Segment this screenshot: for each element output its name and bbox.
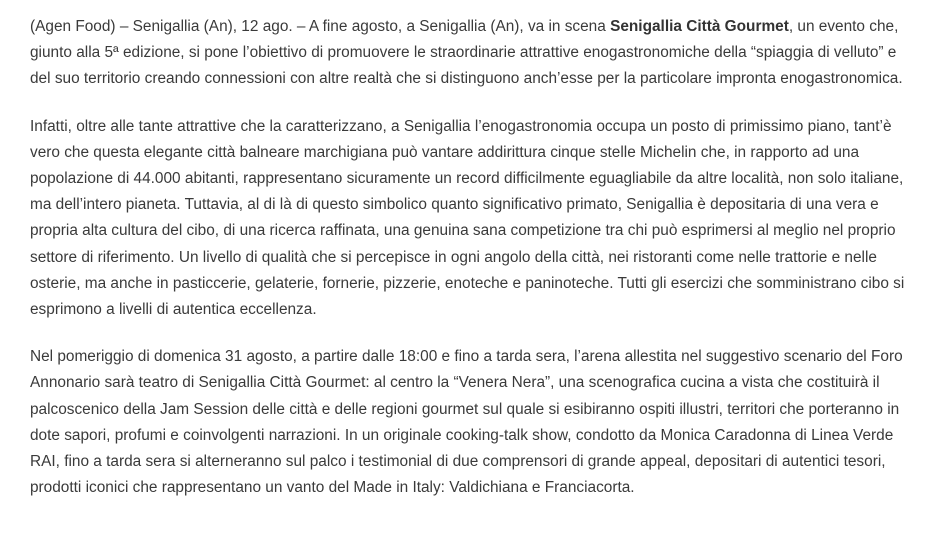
intro-text-lead: (Agen Food) – Senigallia (An), 12 ago. – A fine agosto, a Senigallia (An), va in scena	[30, 18, 611, 35]
event-name-bold: Senigallia Città Gourmet	[610, 18, 789, 35]
article-paragraph-intro	[30, 14, 910, 93]
article-paragraph-event-details: Nel pomeriggio di domenica 31 agosto, a partire dalle 18:00 e fino a tarda sera, l’arena allestita nel suggestivo scenario del Foro Annonario sarà teatro di Senigallia Città Gourmet: al centro la “Venera Nera”, una scenografica cucina a vista che costituirà il palcoscenico della Jam Session delle città e delle regioni gourmet sul quale si esibiranno ospiti illustri, territori che porteranno in dote sapori, profumi e coinvolgenti narrazioni. In un originale cooking-talk show, condotto da Monica Caradonna di Linea Verde RAI, fino a tarda sera si alterneranno sul palco i testimonial di due comprensori di grande appeal, depositari di autentici tesori, prodotti iconici che rappresentano un vanto del Made in Italy: Valdichiana e Franciacorta.	[30, 348, 903, 497]
article-paragraph-gastronomy: Infatti, oltre alle tante attrattive che la caratterizzano, a Senigallia l’enogastronomia occupa un posto di primissimo piano, tant’è vero che questa elegante città balneare marchigiana può vantare addirittura cinque stelle Michelin che, in rapporto ad una popolazione di 44.000 abitanti, rappresentano sicuramente un record difficilmente eguagliabile da altre località, non solo italiane, ma dell’intero pianeta. Tuttavia, al di là di questo simbolico quanto significativo primato, Senigallia è depositaria di una vera e propria alta cultura del cibo, di una ricerca raffinata, una genuina sana competizione tra chi può esprimersi al meglio nel proprio settore di riferimento. Un livello di qualità che si percepisce in ogni angolo della città, nei ristoranti come nelle trattorie e nelle osterie, ma anche in pasticcerie, gelaterie, fornerie, pizzerie, enoteche e paninoteche. Tutti gli esercizi che somministrano cibo si esprimono a livelli di autentica eccellenza.	[30, 117, 905, 319]
intro-text-rest: , un evento che, giunto alla 5ª edizione, si pone l’obiettivo di promuovere le straordinarie attrattive enogastronomiche della “spiaggia di velluto” e del suo territorio creando connessioni con altre realtà che si distinguono anch’esse per la particolare impronta enogastronomica.	[30, 18, 903, 88]
